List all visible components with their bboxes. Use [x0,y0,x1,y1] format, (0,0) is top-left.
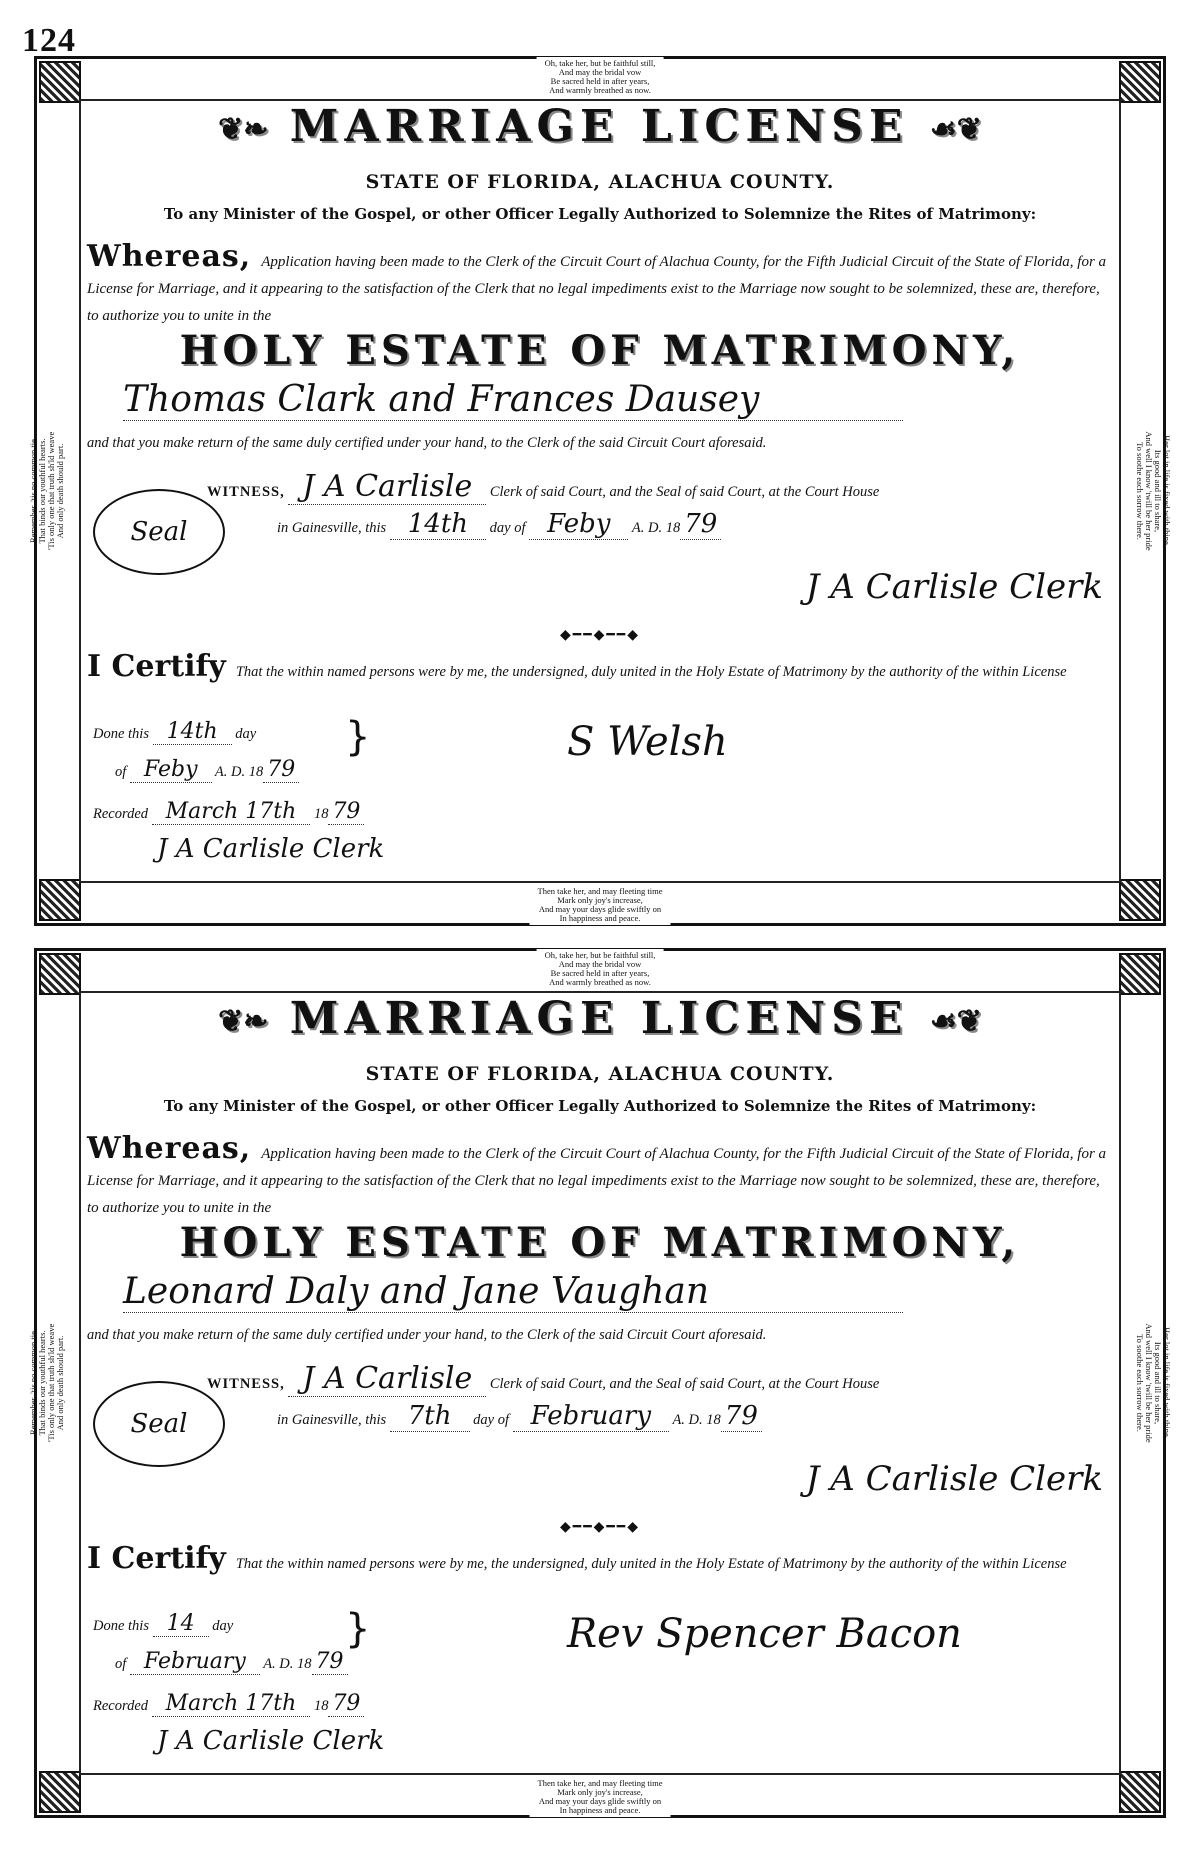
verse-line: And may the bridal vow [558,67,642,77]
witness-row [207,1361,1113,1396]
recorded-date: March 17th [152,1691,311,1717]
certify-paragraph [87,1541,1113,1578]
return-text: and that you make return of the same duly certified under your hand, to the Clerk of the said Circuit Court aforesaid. [87,1327,767,1343]
divider-icon: ◆━━◆━━◆ [559,627,641,643]
verse-line: That binds our youthful hearts. [37,1330,47,1436]
clerk-signature: J A Carlisle Clerk [805,567,1103,607]
ornament-corner-icon [39,879,81,921]
of-label: of [115,1656,127,1672]
ornament-corner-icon [39,1771,81,1813]
couple-names: Leonard Daly and Jane Vaughan [123,1271,903,1313]
of-row [115,1649,348,1674]
ornament-corner-icon [39,953,81,995]
verse-line: And well I know 'twill be her pride [1144,1323,1154,1443]
issue-month: Feby [529,509,628,540]
holy-estate-heading: HOLY ESTATE OF MATRIMONY, [179,1219,1021,1266]
ornament-corner-icon [1119,879,1161,921]
license-title-text: MARRIAGE LICENSE [289,101,909,152]
verse-line: And warmly breathed as now. [549,977,651,987]
officiant-signature: Rev Spencer Bacon [567,1611,962,1657]
verse-line: Mark only joy's increase, [557,895,643,905]
verse-line: In happiness and peace. [559,1805,641,1815]
of-row [115,757,299,782]
day-of-label: day of [473,1412,509,1428]
verse-line: And only death should part. [55,443,65,539]
flourish-icon: ❦❧ [218,112,269,147]
day-of-label: day of [489,520,526,536]
done-this-label: Done this [93,726,149,742]
certify-text: That the within named persons were by me, the undersigned, duly united in the Holy Estate of Matrimony by the authority of the within License [235,1556,1067,1572]
page-number: 124 [22,22,76,59]
day-label: day [212,1618,234,1634]
seal-stamp: Seal [93,489,225,575]
recorded-clerk-signature: J A Carlisle Clerk [157,1726,385,1756]
holy-estate-heading: HOLY ESTATE OF MATRIMONY, [179,327,1021,374]
verse-line: And only death should part. [55,1335,65,1431]
year-prefix: 18 [313,1698,329,1714]
certify-text: That the within named persons were by me, the undersigned, duly united in the Holy Estate of Matrimony by the authority of the within License [235,664,1067,680]
done-year: 79 [263,757,299,783]
recorded-date: March 17th [152,799,311,825]
of-label: of [115,764,127,780]
whereas-word: Whereas, [87,239,252,274]
address-line: To any Minister of the Gospel, or other Officer Legally Authorized to Solemnize the Rites of Matrimony: [163,1097,1037,1115]
verse-line: That binds our youthful hearts. [37,438,47,544]
in-gainesville-label: in Gainesville, this [277,1412,387,1428]
witness-label: WITNESS, [207,484,285,500]
verse-line: And warmly breathed as now. [549,85,651,95]
recorded-year: 79 [328,1691,364,1717]
witness-row [207,469,1113,504]
certify-word: I Certify [87,649,226,684]
verse-line: To soothe each sorrow there. [1135,442,1145,540]
ornament-corner-icon [1119,61,1161,103]
verse-top [537,57,664,97]
recorded-year: 79 [328,799,364,825]
recorded-row [93,1691,364,1716]
ad-label: A. D. 18 [214,764,264,780]
whereas-text: Application having been made to the Clerk of the Circuit Court of Alachua County, for the Fifth Judicial Circuit of the State of Florida, for a License for Marriage, and it appearing to the satisfaction of the Clerk that no legal impediments exist to the Marriage now sought to be solemnized, these are, therefore, to authorize you to unite in the [87,1146,1107,1216]
issue-day: 7th [390,1401,470,1432]
return-text: and that you make return of the same duly certified under your hand, to the Clerk of the said Circuit Court aforesaid. [87,435,767,451]
verse-line: 'Tis only one that truth sh'ld weave [46,1323,56,1443]
done-year: 79 [312,1649,348,1675]
verse-line: And well I know 'twill be her pride [1144,431,1154,551]
verse-line: Then take her, and may fleeting time [537,886,663,896]
license-title [37,993,1163,1044]
flourish-icon: ☙❦ [929,1004,982,1039]
verse-line: Mark only joy's increase, [557,1787,643,1797]
ad-label: A. D. 18 [263,1656,312,1672]
issue-year: 79 [721,1401,762,1432]
verse-line: Its good and ill to share, [1153,1341,1163,1425]
brace-icon: } [345,1606,371,1652]
done-day: 14th [153,719,232,745]
done-row [93,719,256,744]
brace-icon: } [345,714,371,760]
ornament-corner-icon [1119,1771,1161,1813]
marriage-license-1 [28,56,1172,926]
witness-label: WITNESS, [207,1376,285,1392]
verse-line: Its good and ill to share, [1153,449,1163,533]
witness-text: Clerk of said Court, and the Seal of said Court, at the Court House [489,1376,880,1392]
verse-line: And may your days glide swiftly on [538,904,662,914]
divider-icon: ◆━━◆━━◆ [559,1519,641,1535]
verse-line: Remember, 'tis no common tie [28,1331,38,1435]
whereas-paragraph [87,1131,1113,1222]
whereas-word: Whereas, [87,1131,252,1166]
issue-day: 14th [390,509,486,540]
witness-signature: J A Carlisle [288,469,486,505]
verse-bottom [530,1777,671,1817]
verse-line: 'Tis only one that truth sh'ld weave [46,431,56,551]
verse-line: Oh, take her, but be faithful still, [544,950,656,960]
flourish-icon: ☙❦ [929,112,982,147]
ornament-corner-icon [39,61,81,103]
verse-line: And may the bridal vow [558,959,642,969]
marriage-license-2 [28,948,1172,1818]
issue-date-row [277,1401,1113,1431]
whereas-paragraph [87,239,1113,330]
seal-stamp: Seal [93,1381,225,1467]
done-month: February [130,1649,260,1675]
flourish-icon: ❦❧ [218,1004,269,1039]
verse-line: And may your days glide swiftly on [538,1796,662,1806]
done-day: 14 [153,1611,209,1637]
done-row [93,1611,233,1636]
verse-line: To soothe each sorrow there. [1135,1334,1145,1432]
witness-text: Clerk of said Court, and the Seal of said Court, at the Court House [489,484,880,500]
done-this-label: Done this [93,1618,149,1634]
verse-line: Her lot in life is fixed with thine, [1162,1327,1172,1439]
ad-label: A. D. 18 [672,1412,721,1428]
certify-paragraph [87,649,1113,686]
recorded-label: Recorded [93,806,149,822]
issue-month: February [513,1401,669,1432]
in-gainesville-label: in Gainesville, this [277,520,387,536]
issue-year: 79 [680,509,721,540]
state-heading: STATE OF FLORIDA, ALACHUA COUNTY. [365,1063,835,1085]
ornament-corner-icon [1119,953,1161,995]
recorded-clerk-signature: J A Carlisle Clerk [157,834,385,864]
verse-top [537,949,664,989]
verse-line: Be sacred held in after years, [550,76,650,86]
ad-label: A. D. 18 [631,520,681,536]
address-line: To any Minister of the Gospel, or other Officer Legally Authorized to Solemnize the Rites of Matrimony: [163,205,1037,223]
issue-date-row [277,509,1113,539]
license-title-text: MARRIAGE LICENSE [289,993,909,1044]
verse-line: Then take her, and may fleeting time [537,1778,663,1788]
year-prefix: 18 [313,806,329,822]
done-month: Feby [130,757,212,783]
certify-word: I Certify [87,1541,226,1576]
verse-line: In happiness and peace. [559,913,641,923]
officiant-signature: S Welsh [567,719,728,765]
couple-names: Thomas Clark and Frances Dausey [123,379,903,421]
day-label: day [235,726,257,742]
recorded-label: Recorded [93,1698,149,1714]
verse-line: Be sacred held in after years, [550,968,650,978]
license-title [37,101,1163,152]
whereas-text: Application having been made to the Clerk of the Circuit Court of Alachua County, for the Fifth Judicial Circuit of the State of Florida, for a License for Marriage, and it appearing to the satisfaction of the Clerk that no legal impediments exist to the Marriage now sought to be solemnized, these are, therefore, to authorize you to unite in the [87,254,1107,324]
verse-line: Oh, take her, but be faithful still, [544,58,656,68]
verse-bottom [530,885,671,925]
witness-signature: J A Carlisle [288,1361,486,1397]
recorded-row [93,799,364,824]
verse-line: Her lot in life is fixed with thine, [1162,435,1172,547]
clerk-signature: J A Carlisle Clerk [805,1459,1103,1499]
verse-line: Remember, 'tis no common tie [28,439,38,543]
state-heading: STATE OF FLORIDA, ALACHUA COUNTY. [365,171,835,193]
